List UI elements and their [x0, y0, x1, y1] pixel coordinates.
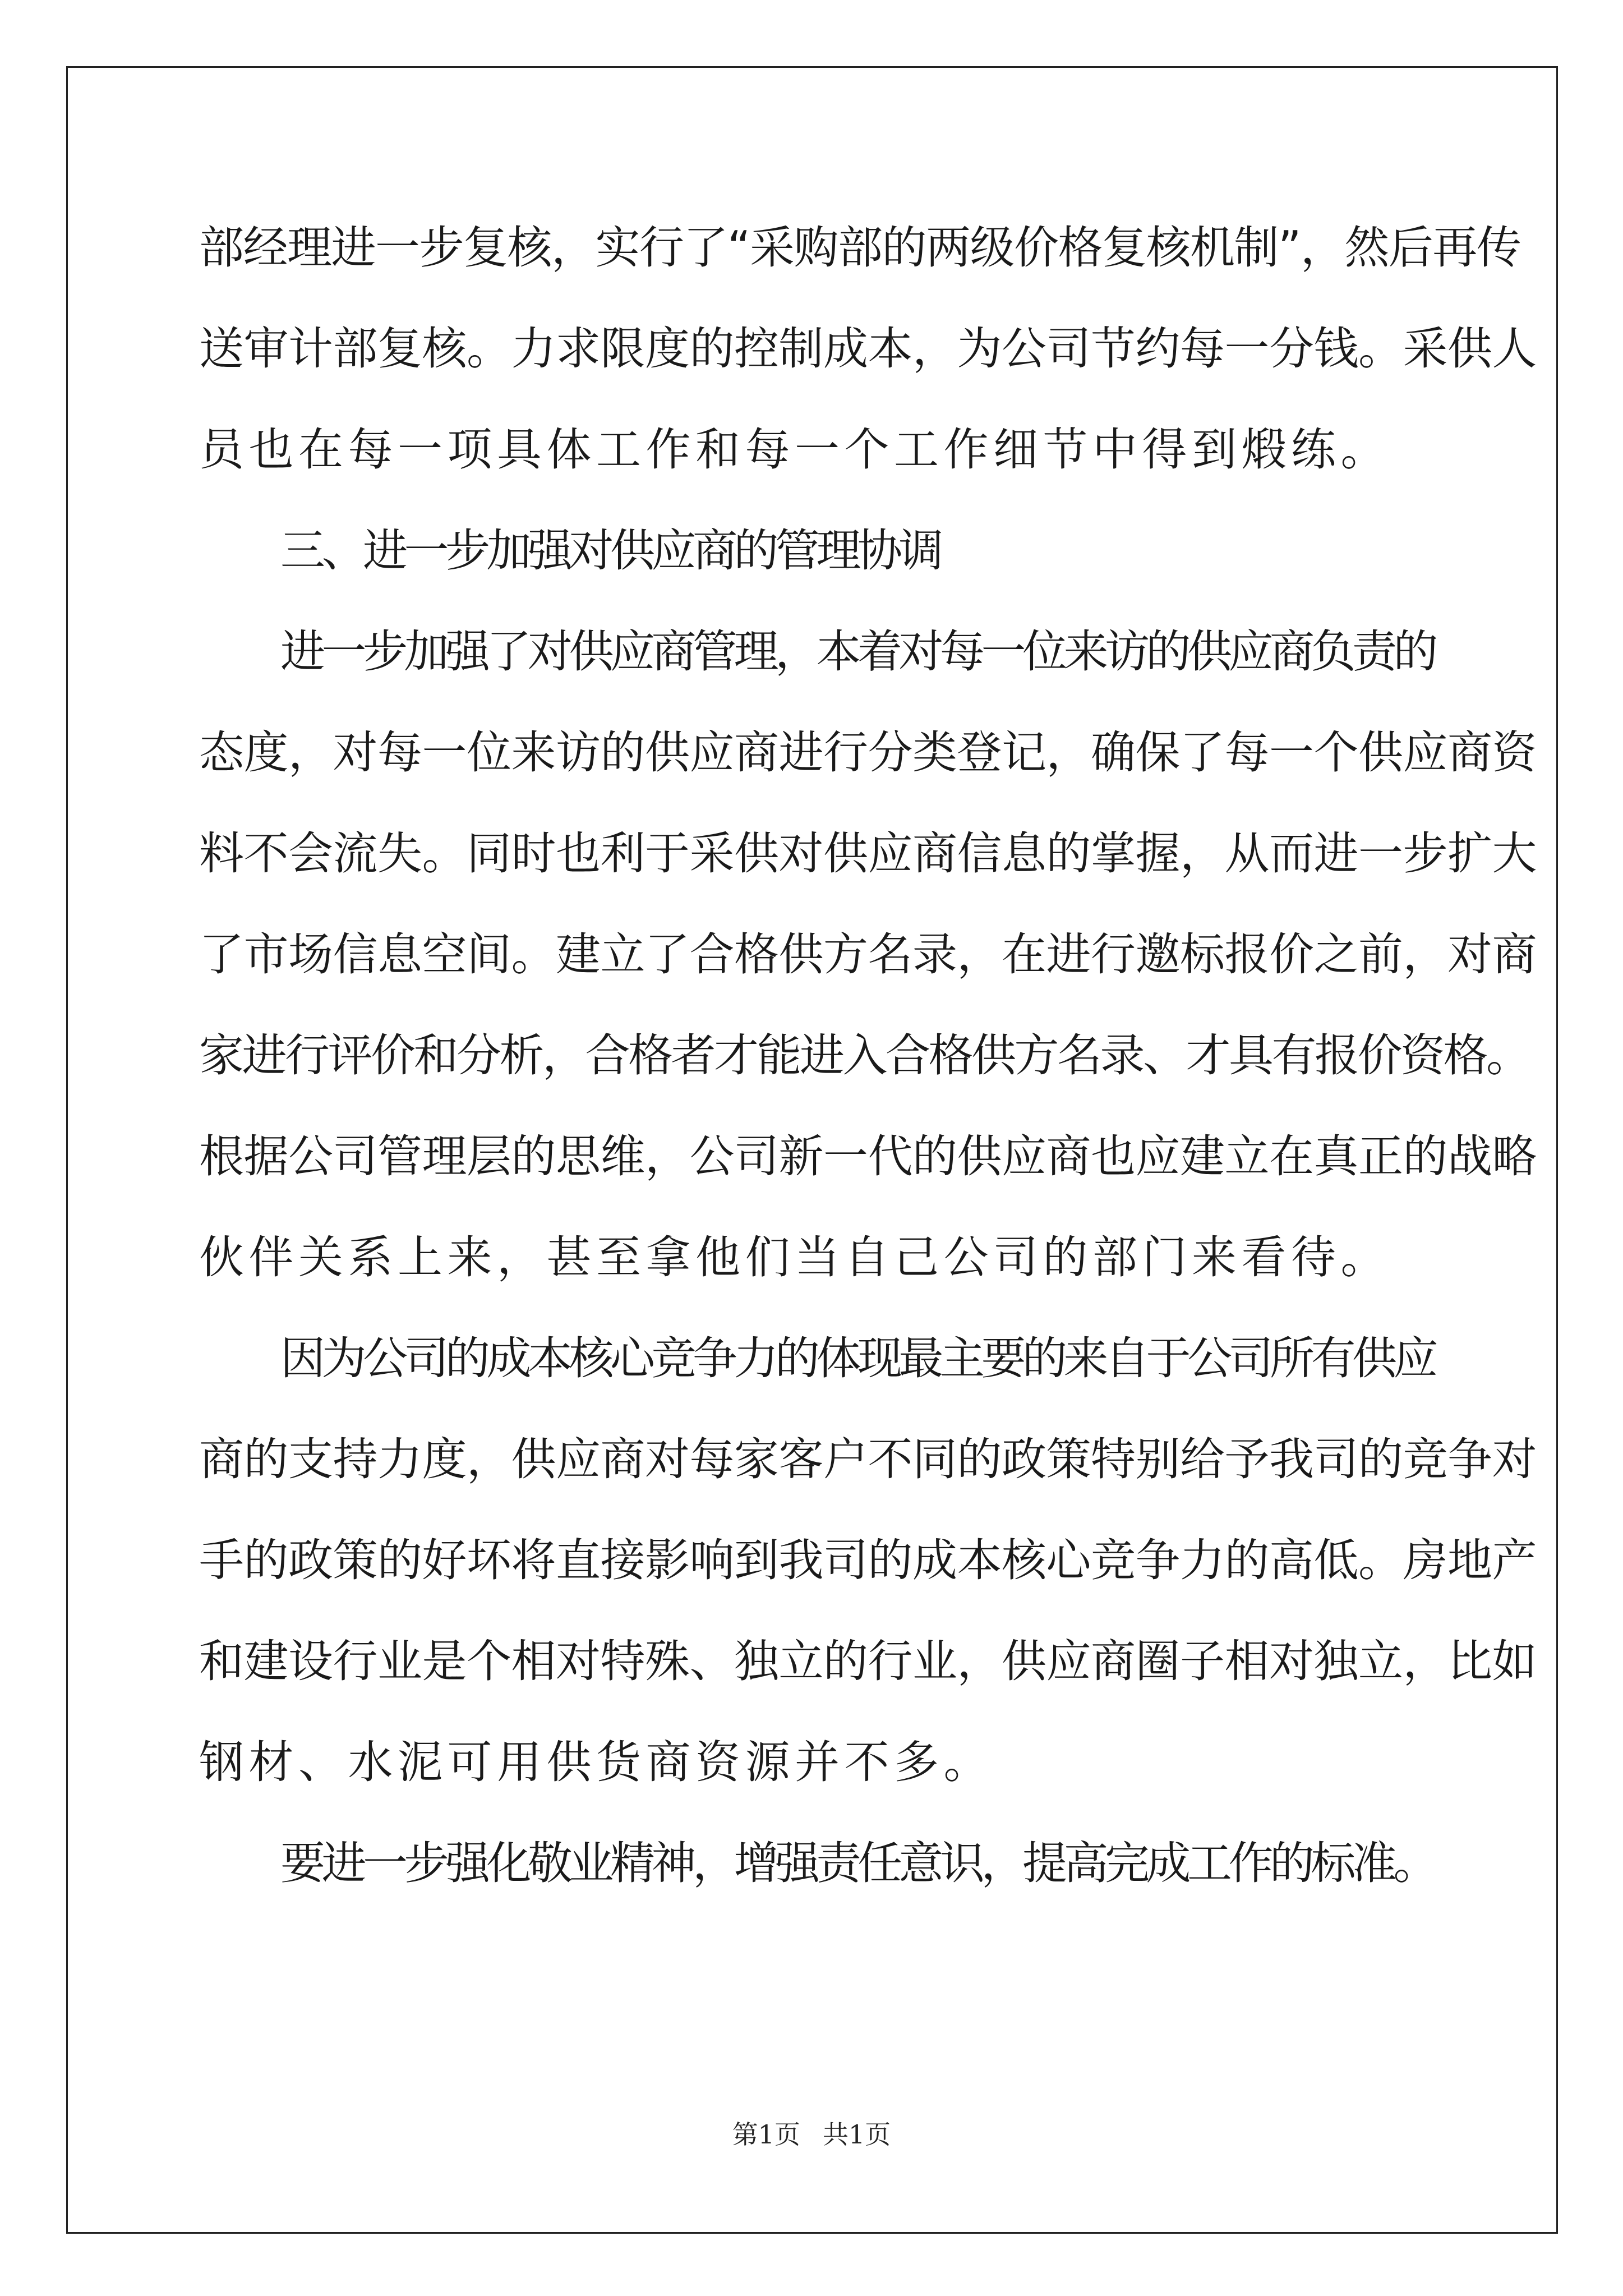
body-text-line: 送审计部复核。力求限度的控制成本，为公司节约每一分钱。采供人 [199, 323, 1537, 375]
section-heading: 三、进一步加强对供应商的管理协调 [280, 524, 940, 577]
body-text-line: 钢材、水泥可用供货商资源并不多。 [199, 1736, 993, 1788]
body-text-line: 部经理进一步复核，实行了“采购部的两级价格复核机制”，然后再传 [199, 222, 1521, 274]
body-text-line: 手的政策的好坏将直接影响到我司的成本核心竞争力的高低。房地产 [199, 1534, 1537, 1586]
body-text-line: 商的支持力度，供应商对每家客户不同的政策特别给予我司的竞争对 [199, 1433, 1537, 1485]
body-text-line: 料不会流失。同时也利于采供对供应商信息的掌握，从而进一步扩大 [199, 827, 1537, 880]
page-number: 第1页 [732, 2119, 800, 2150]
body-text-line: 家进行评价和分析，合格者才能进入合格供方名录、才具有报价资格。 [199, 1029, 1529, 1082]
paragraph-first-line: 进一步加强了对供应商管理，本着对每一位来访的供应商负责的 [280, 625, 1435, 678]
body-text-line: 态度，对每一位来访的供应商进行分类登记，确保了每一个供应商资 [199, 726, 1537, 779]
body-text-line: 了市场信息空间。建立了合格供方名录，在进行邀标报价之前，对商 [199, 928, 1537, 981]
paragraph-first-line: 因为公司的成本核心竞争力的体现最主要的来自于公司所有供应 [280, 1332, 1435, 1384]
body-text-line: 根据公司管理层的思维，公司新一代的供应商也应建立在真正的战略 [199, 1130, 1537, 1182]
body-text-line: 伙伴关系上来，甚至拿他们当自己公司的部门来看待。 [199, 1231, 1390, 1283]
body-text-line: 员也在每一项具体工作和每一个工作细节中得到煅练。 [199, 424, 1390, 476]
paragraph-first-line: 要进一步强化敬业精神，增强责任意识，提高完成工作的标准。 [280, 1837, 1435, 1889]
page-total: 共1页 [823, 2119, 891, 2150]
page-footer [0, 2115, 1623, 2154]
body-text-line: 和建设行业是个相对特殊、独立的行业，供应商圈子相对独立，比如 [199, 1635, 1537, 1687]
